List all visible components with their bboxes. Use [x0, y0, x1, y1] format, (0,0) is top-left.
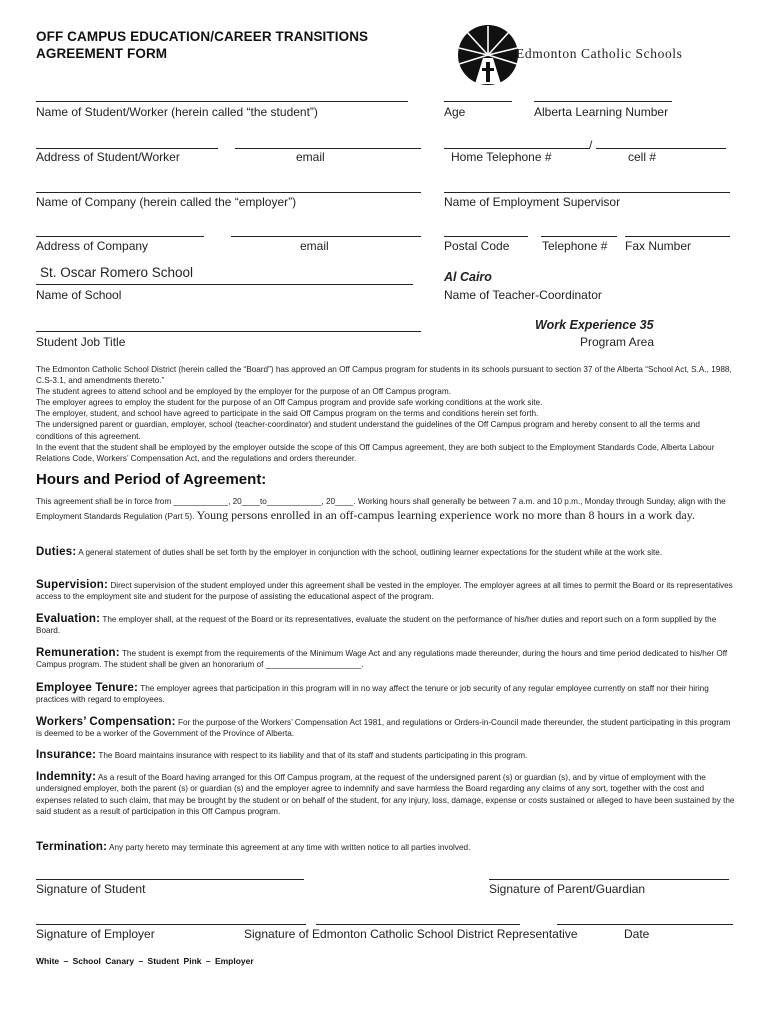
job-title-label: Student Job Title — [36, 335, 126, 349]
student-email-line[interactable] — [235, 148, 421, 149]
supervision-section — [36, 580, 736, 603]
aln-label: Alberta Learning Number — [534, 105, 669, 119]
district-signature-label: Signature of Edmonton Catholic School District Representative — [244, 927, 578, 941]
student-name-label: Name of Student/Worker (herein called “the student”) — [36, 105, 318, 119]
intro-paragraph: The undersigned parent or guardian, employer, school (teacher-coordinator) and student understand the guidelines of the Off Campus program and hereby consent to all the terms and conditions of this agreement. — [36, 420, 700, 441]
brand-name: Edmonton Catholic Schools — [516, 46, 683, 61]
section-heading: Employee Tenure: — [36, 682, 139, 694]
termination-section — [36, 842, 736, 853]
remuneration-section — [36, 648, 736, 671]
home-phone-line[interactable] — [444, 148, 590, 149]
section-text: The Board maintains insurance with respect to its liability and that of its staff and students participating in this program. — [98, 751, 528, 760]
intro-paragraph: The employer, student, and school have agreed to participate in the said Off Campus program on the terms and conditions herein set forth. — [36, 409, 539, 419]
intro-block — [36, 364, 736, 464]
parent-signature-line[interactable] — [489, 879, 729, 880]
hours-body: This agreement shall be in force from ____________, 20____to____________, 20____. Working hours shall generally be between 7 a.m. and 10 p.m., Monday through Sunday, align with the Employment Standards Regulation (Part 5). — [36, 497, 726, 521]
parent-signature-label: Signature of Parent/Guardian — [489, 882, 646, 896]
student-signature-label: Signature of Student — [36, 882, 146, 896]
copy-distribution-footer: White – School Canary – Student Pink – Employer — [36, 956, 254, 966]
telephone-label: Telephone # — [542, 239, 608, 253]
section-text: The student is exempt from the requirements of the Minimum Wage Act and any regulations made thereunder, during the hours and time period dedicated to his/her Off Campus program. The student shall be given an honorarium of _____________________. — [36, 649, 728, 670]
program-value[interactable]: Work Experience 35 — [535, 318, 654, 332]
supervisor-label: Name of Employment Supervisor — [444, 195, 621, 209]
section-text: Any party hereto may terminate this agreement at any time with written notice to all parties involved. — [109, 843, 471, 852]
section-heading: Workers’ Compensation: — [36, 716, 176, 728]
duties-section — [36, 547, 736, 558]
student-address-label: Address of Student/Worker — [36, 150, 180, 164]
hours-text — [36, 496, 736, 523]
indemnity-section — [36, 772, 736, 817]
section-heading: Duties: — [36, 546, 77, 558]
intro-paragraph: The Edmonton Catholic School District (herein called the “Board”) has approved an Off Campus program for students in its schools pursuant to section 37 of the Alberta “School Act, S.A., 1988, C.S-3.1, and amendments thereto.” — [36, 365, 732, 386]
supervisor-line[interactable] — [444, 192, 730, 193]
section-text: The employer agrees that participation in this program will in no way affect the tenure or job security of any regular employee currently on staff nor their hiring practices with regard to employees. — [36, 684, 709, 705]
hours-insert: Young persons enrolled in an off-campus learning experience work no more than 8 hours in a work day. — [196, 507, 695, 522]
form-title-line1: OFF CAMPUS EDUCATION/CAREER TRANSITIONS — [36, 29, 369, 44]
age-line[interactable] — [444, 101, 512, 102]
home-phone-label: Home Telephone # — [451, 150, 552, 164]
evaluation-section — [36, 614, 736, 637]
section-text: As a result of the Board having arranged for this Off Campus program, at the request of the undersigned parent (s) or guardian (s), and by virtue of employment with the undersigned employer, both the parent (s) or guardian (s) and the employer agree to indemnify and save harmless the Board regarding any claims of any sort, together with the cost and expenses related to such claim, that may be brought by the student or on behalf of the student, for any injury, loss, damage, expense or costs sustained or alleged to have been sustained by the said student as a result of participation in this Off Campus program. — [36, 773, 735, 816]
section-heading: Remuneration: — [36, 647, 120, 659]
school-value[interactable]: St. Oscar Romero School — [40, 265, 194, 280]
postal-label: Postal Code — [444, 239, 510, 253]
fax-label: Fax Number — [625, 239, 692, 253]
section-text: Direct supervision of the student employed under this agreement shall be vested in the employer. The employer agrees at all times to permit the Board or its representatives access to the employment site and student for the purpose of assisting the educational aspect of the program. — [36, 581, 733, 602]
section-text: A general statement of duties shall be set forth by the employer in conjunction with the school, outlining learner expectations for the student while at the work site. — [78, 548, 663, 557]
fax-line[interactable] — [625, 236, 730, 237]
section-heading: Insurance: — [36, 749, 97, 761]
section-heading: Indemnity: — [36, 771, 97, 783]
postal-line[interactable] — [444, 236, 528, 237]
tenure-section — [36, 683, 736, 706]
student-email-label: email — [296, 150, 325, 164]
district-signature-line[interactable] — [316, 924, 520, 925]
section-text: The employer shall, at the request of the Board or its representatives, evaluate the student on the performance of his/her duties and report such on a form supplied by the Board. — [36, 615, 717, 636]
age-label: Age — [444, 105, 466, 119]
hours-heading: Hours and Period of Agreement: — [36, 471, 267, 488]
company-email-label: email — [300, 239, 329, 253]
company-name-line[interactable] — [36, 192, 421, 193]
date-line[interactable] — [557, 924, 733, 925]
insurance-section — [36, 750, 736, 761]
intro-paragraph: The student agrees to attend school and be employed by the employer for the purpose of an Off Campus program. — [36, 387, 451, 397]
phone-separator: / — [589, 138, 593, 152]
student-name-line[interactable] — [36, 101, 408, 102]
student-signature-line[interactable] — [36, 879, 304, 880]
section-heading: Termination: — [36, 841, 108, 853]
student-address-line[interactable] — [36, 148, 218, 149]
company-address-label: Address of Company — [36, 239, 149, 253]
form-title — [36, 28, 368, 62]
employer-signature-line[interactable] — [36, 924, 306, 925]
company-email-line[interactable] — [231, 236, 421, 237]
program-label: Program Area — [580, 335, 655, 349]
date-label: Date — [624, 927, 650, 941]
form-title-line2: AGREEMENT FORM — [36, 46, 168, 61]
job-title-line[interactable] — [36, 331, 421, 332]
cell-line[interactable] — [596, 148, 726, 149]
section-text: For the purpose of the Workers’ Compensation Act 1981, and regulations or Orders-in-Council made thereunder, the student participating in this program is deemed to be a worker of the Government of the Province of Alberta. — [36, 718, 731, 739]
intro-paragraph: The employer agrees to employ the student for the purpose of an Off Campus program and provide safe working conditions at the work site. — [36, 398, 543, 408]
intro-paragraph: In the event that the student shall be employed by the employer outside the scope of this Off Campus agreement, they are both subject to the Employment Standards Code, Alberta Labour Relations Code, Workers’ Compensation Act, and the regulations and orders thereunder. — [36, 442, 715, 463]
aln-line[interactable] — [534, 101, 672, 102]
cell-label: cell # — [628, 150, 657, 164]
school-line — [36, 284, 413, 285]
company-address-line[interactable] — [36, 236, 204, 237]
telephone-line[interactable] — [541, 236, 617, 237]
company-name-label: Name of Company (herein called the “employer”) — [36, 195, 297, 209]
teacher-label: Name of Teacher-Coordinator — [444, 288, 602, 302]
employer-signature-label: Signature of Employer — [36, 927, 155, 941]
section-heading: Evaluation: — [36, 613, 101, 625]
school-label: Name of School — [36, 288, 122, 302]
teacher-value[interactable]: Al Cairo — [444, 270, 492, 284]
workers-comp-section — [36, 717, 736, 740]
section-heading: Supervision: — [36, 579, 109, 591]
edmonton-catholic-logo-icon — [455, 22, 521, 88]
